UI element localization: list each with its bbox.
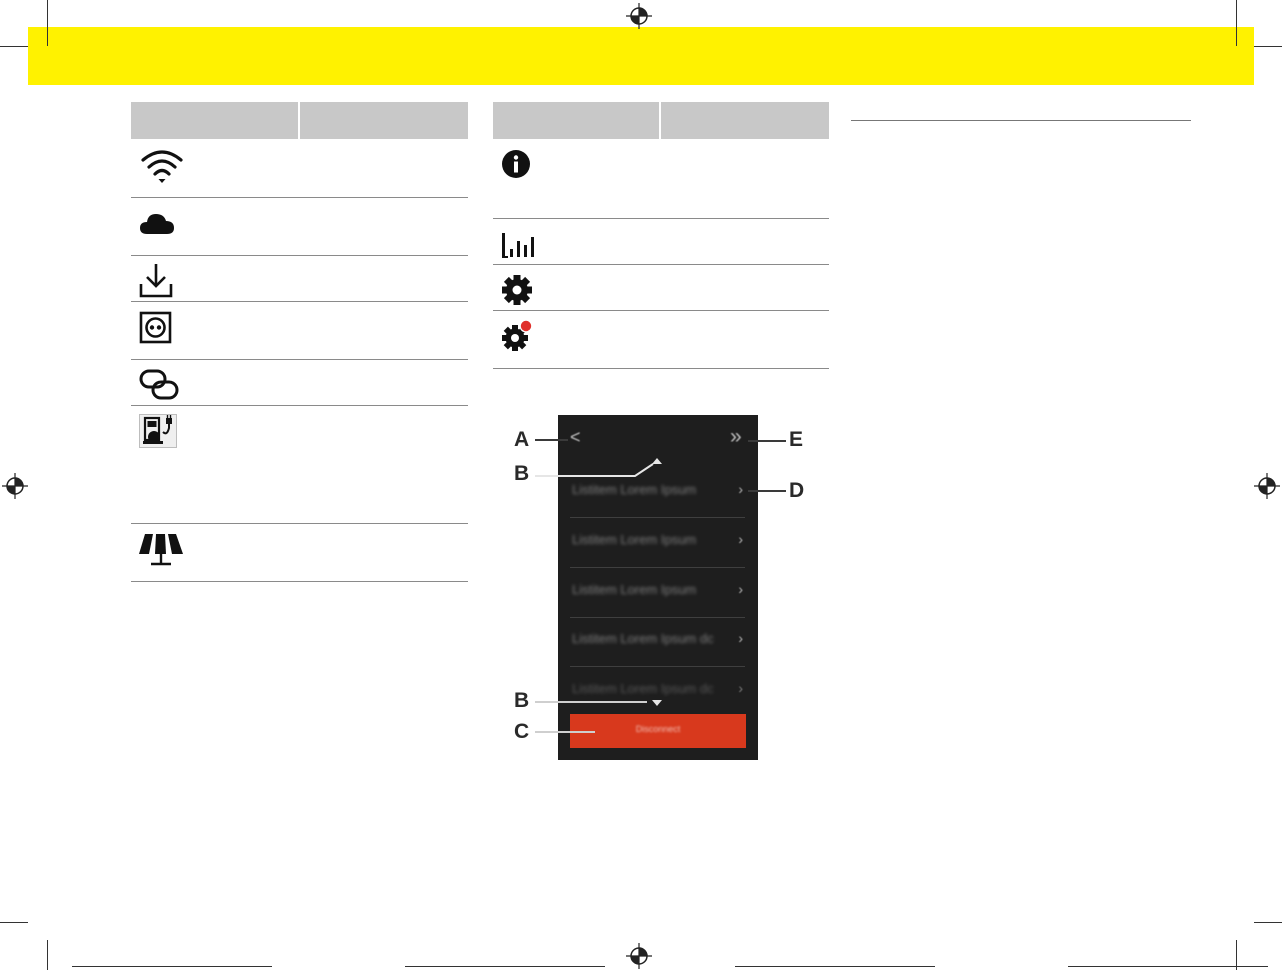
table-row bbox=[131, 256, 468, 302]
crop-mark bbox=[1254, 922, 1282, 923]
registration-mark-bottom bbox=[626, 943, 652, 969]
callout-b: B bbox=[514, 689, 530, 712]
crop-mark bbox=[1236, 0, 1237, 46]
cloud-icon bbox=[139, 212, 175, 236]
table-row bbox=[131, 360, 468, 406]
link-icon bbox=[139, 368, 181, 402]
table-row bbox=[131, 524, 468, 582]
list-item[interactable] bbox=[570, 617, 745, 667]
callout-d: D bbox=[789, 479, 805, 502]
section-rule bbox=[851, 120, 1191, 121]
registration-mark-left bbox=[2, 473, 28, 499]
list-item-label: Listitem Lorem Ipsum bbox=[572, 582, 697, 597]
crop-mark bbox=[405, 966, 605, 967]
callout-line bbox=[748, 440, 786, 442]
crop-mark bbox=[735, 966, 935, 967]
callout-line bbox=[535, 731, 595, 733]
callout-c: C bbox=[514, 720, 530, 743]
crop-mark bbox=[1254, 46, 1282, 47]
chevron-right-icon: › bbox=[738, 630, 743, 646]
callout-line bbox=[535, 701, 647, 703]
list-item-label: Listitem Lorem Ipsum bbox=[572, 532, 697, 547]
crop-mark bbox=[0, 922, 28, 923]
table-row bbox=[131, 302, 468, 360]
chevron-right-icon: › bbox=[738, 680, 743, 696]
status-icon-table bbox=[131, 102, 468, 582]
header-band bbox=[28, 27, 1254, 85]
callout-b: B bbox=[514, 462, 530, 485]
registration-mark-right bbox=[1254, 473, 1280, 499]
callout-e: E bbox=[789, 428, 804, 451]
solar-panel-icon bbox=[139, 532, 183, 566]
socket-icon bbox=[139, 311, 173, 345]
table-header-cell bbox=[659, 102, 829, 139]
back-icon[interactable]: < bbox=[570, 427, 581, 447]
registration-mark-top bbox=[626, 3, 652, 29]
settings-gear-notification-icon bbox=[501, 319, 541, 353]
wifi-icon bbox=[139, 146, 185, 186]
table-row bbox=[493, 311, 829, 369]
crop-mark bbox=[1068, 966, 1268, 967]
settings-gear-icon bbox=[501, 273, 535, 307]
list-item-label: Listitem Lorem Ipsum dc bbox=[572, 681, 714, 696]
callout-line bbox=[535, 462, 655, 478]
table-row bbox=[131, 139, 468, 198]
table-header bbox=[131, 102, 468, 139]
list-item[interactable] bbox=[570, 518, 745, 568]
crop-mark bbox=[47, 0, 48, 46]
table-row bbox=[493, 139, 829, 219]
list-item[interactable] bbox=[570, 667, 745, 697]
list-item-label: Listitem Lorem Ipsum dc bbox=[572, 631, 714, 646]
disconnect-button[interactable] bbox=[570, 714, 746, 748]
table-row bbox=[131, 198, 468, 256]
home-icon[interactable]: » bbox=[730, 425, 742, 448]
crop-mark bbox=[72, 966, 272, 967]
table-row bbox=[493, 219, 829, 265]
disconnect-label: Disconnect bbox=[635, 724, 681, 734]
list-item-label: Listitem Lorem Ipsum bbox=[572, 482, 697, 497]
table-header-cell bbox=[493, 102, 659, 139]
bar-chart-icon bbox=[501, 231, 537, 259]
callout-line bbox=[748, 490, 786, 492]
charging-station-icon bbox=[139, 414, 177, 448]
callout-a: A bbox=[514, 428, 530, 451]
chevron-right-icon: › bbox=[738, 581, 743, 597]
chevron-right-icon: › bbox=[738, 481, 743, 497]
callout-line bbox=[535, 439, 568, 441]
table-header bbox=[493, 102, 829, 139]
chevron-right-icon: › bbox=[738, 531, 743, 547]
table-row bbox=[493, 265, 829, 311]
list-item[interactable] bbox=[570, 568, 745, 618]
download-icon bbox=[139, 262, 175, 298]
crop-mark bbox=[0, 46, 28, 47]
table-header-cell bbox=[298, 102, 468, 139]
scroll-down-icon[interactable] bbox=[651, 699, 663, 707]
crop-mark bbox=[47, 940, 48, 970]
info-icon bbox=[501, 149, 533, 181]
table-row bbox=[131, 406, 468, 524]
table-header-cell bbox=[131, 102, 298, 139]
menu-icon-table bbox=[493, 102, 829, 369]
